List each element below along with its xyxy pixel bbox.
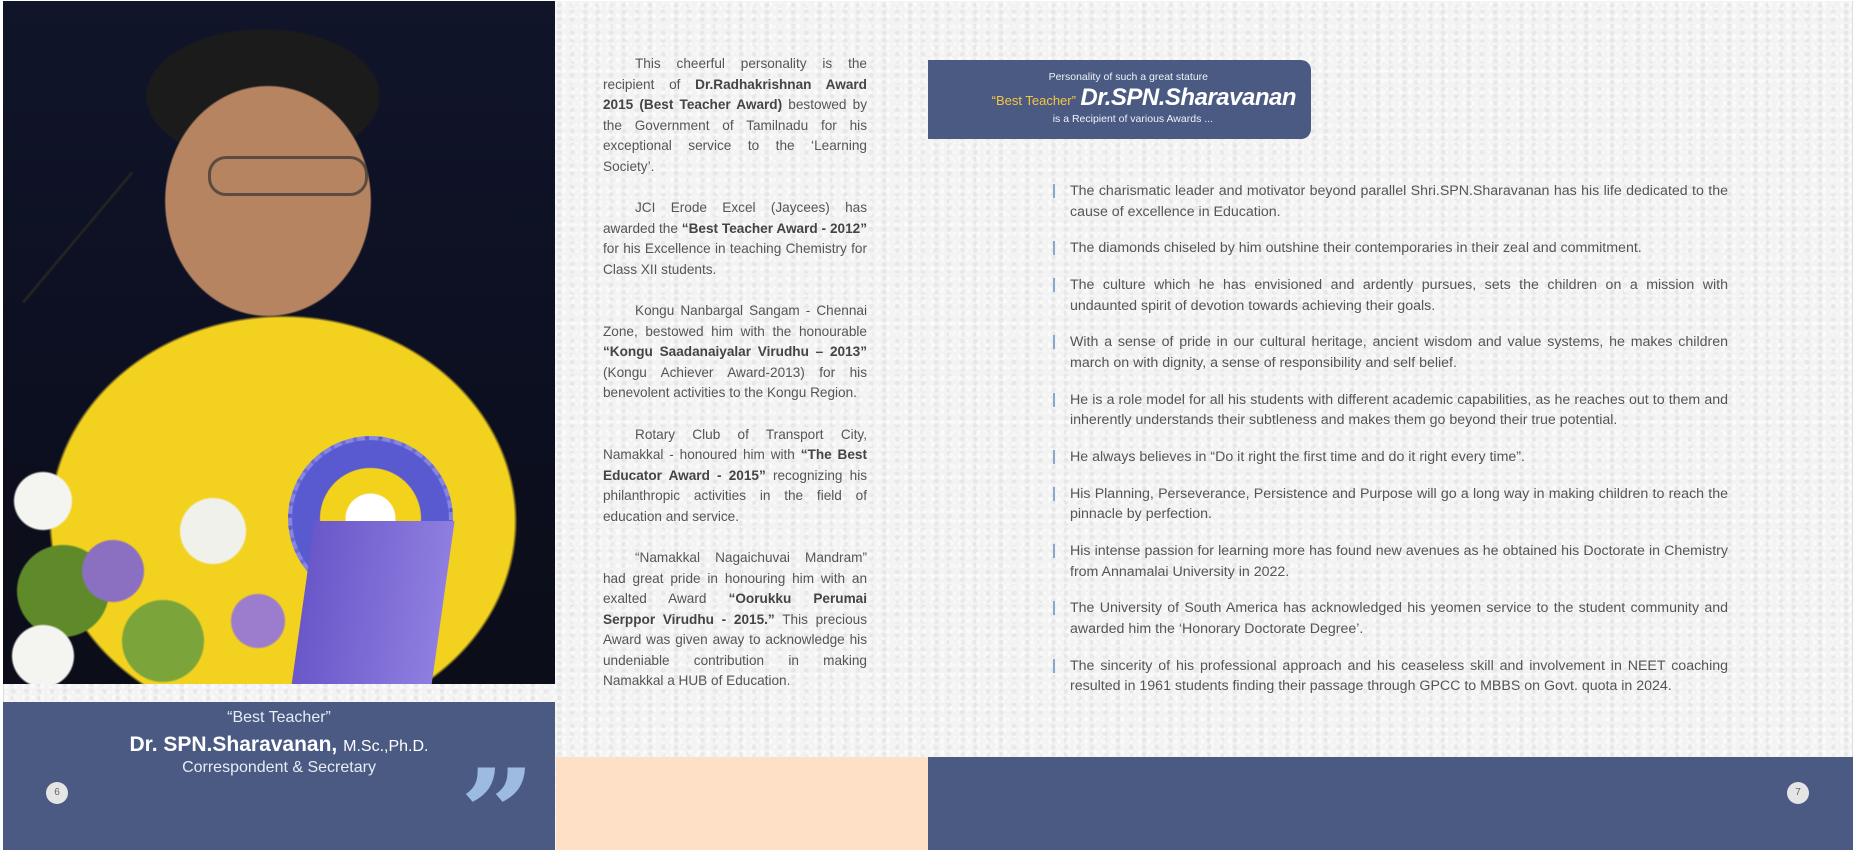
- name-panel: [3, 702, 555, 850]
- award-text: Kongu Nanbargal Sangam - Chennai Zone, bestowed him with the honourable: [603, 303, 867, 339]
- award-text: bestowed by the Government of Tamilnadu for his exceptional service to the ‘Learning Society’.: [603, 97, 867, 174]
- bullet-bar-icon: [1053, 544, 1055, 558]
- person-role: Correspondent & Secretary: [182, 759, 376, 776]
- award-name: “The Best Educator Award - 2015”: [603, 447, 867, 483]
- quality-item: [1052, 238, 1728, 259]
- award-paragraph: [603, 301, 867, 404]
- qualities-list: [1052, 181, 1728, 713]
- banner-headline: [992, 84, 1296, 112]
- banner-supertitle: Personality of such a great stature: [1048, 71, 1208, 83]
- award-paragraph: [603, 548, 867, 692]
- title-banner: [928, 60, 1311, 139]
- award-text: recognizing his philanthropic activities in the field of education and service.: [603, 467, 868, 524]
- quality-text: The charismatic leader and motivator beyond parallel Shri.SPN.Sharavanan has his life dedicated to the cause of excellence in Education.: [1070, 183, 1728, 220]
- award-text: This precious Award was given away to acknowledge his undeniable contribution in making Namakkal a HUB of Education.: [603, 611, 867, 688]
- person-name-text: Dr. SPN.Sharavanan,: [129, 733, 338, 756]
- award-name: “Oorukku Perumai Serppor Virudhu - 2015.”: [603, 591, 867, 627]
- bullet-bar-icon: [1053, 335, 1055, 349]
- award-text: JCI Erode Excel (Jaycees) has awarded the: [603, 200, 867, 236]
- page-number-right: 7: [1787, 782, 1809, 804]
- award-text: for his Excellence in teaching Chemistry for Class XII students.: [603, 241, 867, 277]
- microphone-icon: [22, 171, 134, 303]
- person-degrees: M.Sc.,Ph.D.: [343, 738, 429, 755]
- quality-item: [1052, 390, 1728, 431]
- award-paragraph: [603, 54, 867, 177]
- award-name: Dr.Radhakrishnan Award 2015 (Best Teacher Award): [603, 76, 867, 112]
- awards-column: [603, 54, 867, 713]
- quality-text: His intense passion for learning more has found new avenues as he obtained his Doctorate in Chemistry from Annamalai University in 2022.: [1070, 543, 1728, 580]
- quality-item: [1052, 656, 1728, 697]
- bullet-bar-icon: [1053, 487, 1055, 501]
- quality-text: His Planning, Perseverance, Persistence and Purpose will go a long way in making children to reach the pinnacle by perfection.: [1070, 485, 1728, 523]
- quality-item: [1052, 598, 1728, 639]
- award-text: This cheerful personality is the recipient of: [603, 56, 867, 92]
- best-teacher-caption: “Best Teacher”: [227, 709, 331, 726]
- quality-text: The sincerity of his professional approach and his ceaseless skill and involvement in NEET coaching resulted in 1961 students finding their passage through GPCC to MBBS on Govt. quota in 2024.: [1070, 657, 1728, 695]
- page-number-left: 6: [46, 782, 68, 804]
- quality-text: The diamonds chiseled by him outshine their contemporaries in their zeal and commitment.: [1070, 240, 1642, 257]
- bottom-band-peach: [556, 757, 928, 850]
- bullet-bar-icon: [1053, 659, 1055, 673]
- bullet-bar-icon: [1053, 278, 1055, 292]
- award-text: Rotary Club of Transport City, Namakkal - honoured him with: [603, 426, 867, 462]
- quality-item: [1052, 484, 1728, 525]
- portrait-photo: [3, 1, 555, 684]
- quality-text: With a sense of pride in our cultural heritage, ancient wisdom and value systems, he makes children march on with dignity, a sense of responsibility and self belief.: [1070, 334, 1728, 371]
- bullet-bar-icon: [1053, 184, 1055, 198]
- bullet-bar-icon: [1053, 601, 1055, 615]
- quality-text: The University of South America has acknowledged his yeomen service to the student community and awarded him the ‘Honorary Doctorate Degree’.: [1070, 600, 1728, 637]
- quote-mark-icon: ”: [459, 743, 536, 851]
- bullet-bar-icon: [1053, 450, 1055, 464]
- award-paragraph: [603, 425, 867, 528]
- flower-bouquet-image: [3, 471, 333, 684]
- bottom-band-navy: [928, 757, 1853, 850]
- quality-item: [1052, 181, 1728, 222]
- award-paragraph: [603, 198, 867, 280]
- quality-text: He is a role model for all his students with different academic capabilities, as he reaches out to them and inherently understands their subtleness and makes them go beyond their true potential.: [1070, 391, 1728, 429]
- award-name: “Best Teacher Award - 2012”: [681, 220, 867, 236]
- quality-item: [1052, 541, 1728, 582]
- quality-text: He always believes in “Do it right the first time and do it right every time”.: [1070, 448, 1525, 465]
- banner-name: Dr.SPN.Sharavanan: [1080, 84, 1296, 111]
- glasses-shape: [208, 156, 368, 196]
- quality-item: [1052, 275, 1728, 316]
- bullet-bar-icon: [1053, 393, 1055, 407]
- award-text: (Kongu Achiever Award-2013) for his benevolent activities to the Kongu Region.: [603, 364, 867, 400]
- banner-best-teacher: “Best Teacher”: [991, 93, 1076, 108]
- quality-item: [1052, 447, 1728, 468]
- award-text: “Namakkal Nagaichuvai Mandram” had great pride in honouring him with an exalted Award: [603, 550, 867, 606]
- quality-text: The culture which he has envisioned and ardently pursues, sets the children on a mission with undaunted spirit of devotion towards achieving their goals.: [1070, 277, 1728, 314]
- banner-subtitle: is a Recipient of various Awards ...: [1052, 113, 1213, 125]
- quality-item: [1052, 332, 1728, 373]
- award-name: “Kongu Saadanaiyalar Virudhu – 2013”: [603, 344, 867, 359]
- bullet-bar-icon: [1053, 241, 1055, 255]
